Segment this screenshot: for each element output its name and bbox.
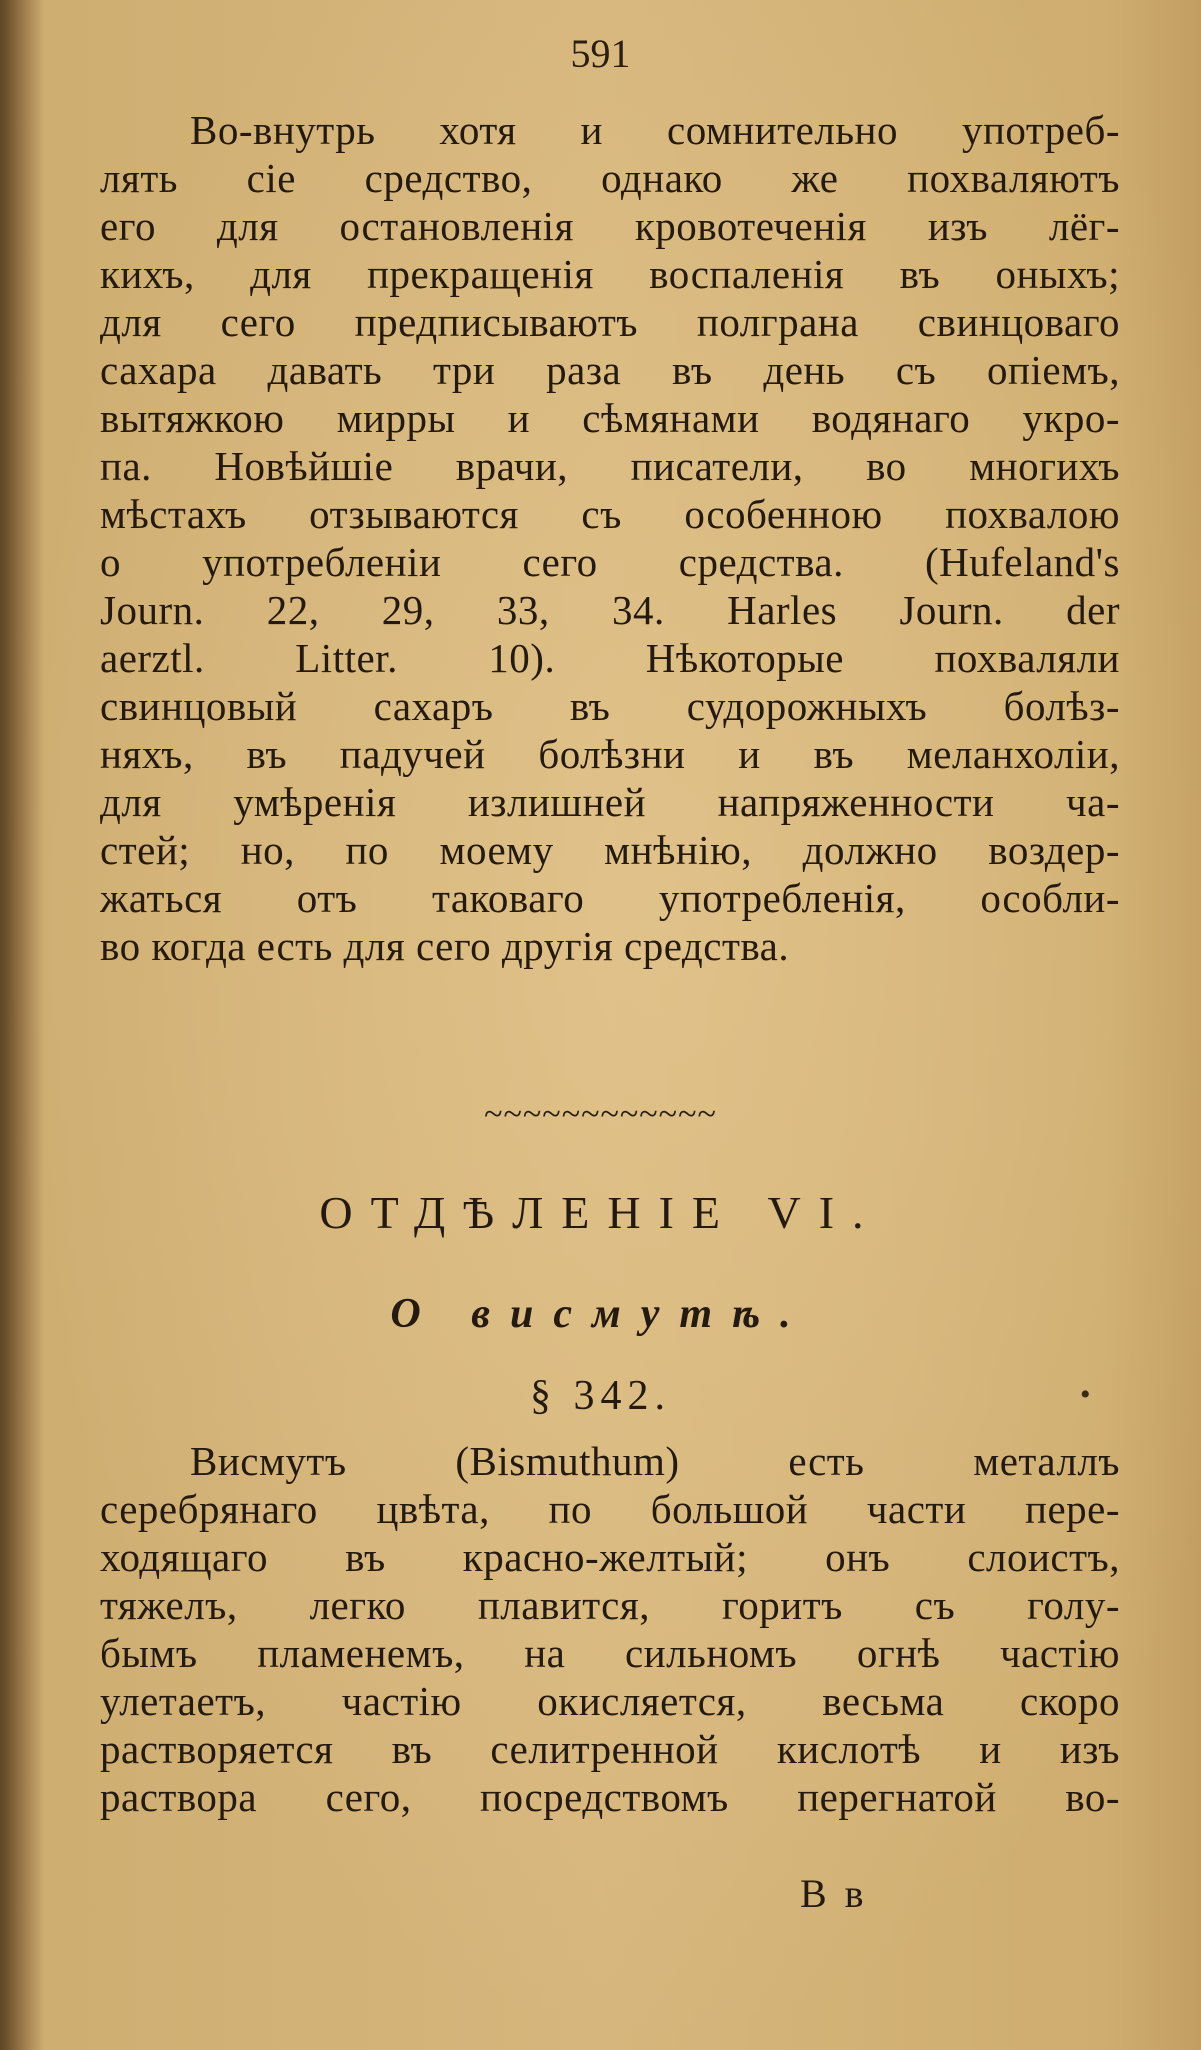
paragraph-2 xyxy=(100,1437,1120,1821)
text-line: жаться отъ таковаго употребленія, особли- xyxy=(100,875,1120,921)
text-line: сахара давать три раза въ день съ опіемъ, xyxy=(100,347,1120,393)
section-heading: ОТДѢЛЕНІЕ VI. xyxy=(319,1187,882,1238)
text-line: aerztl. Litter. 10). Нѣкоторые похваляли xyxy=(100,635,1120,681)
catchword-signature: В в xyxy=(800,1871,868,1916)
text-line: для сего предписываютъ полграна свинцоваго xyxy=(100,299,1120,345)
text-line: во когда есть для сего другія средства. xyxy=(100,923,790,969)
text-line: па. Новѣйшіе врачи, писатели, во многихъ xyxy=(100,443,1120,489)
text-line: Journ. 22, 29, 33, 34. Harles Journ. der xyxy=(100,587,1120,633)
text-line: кихъ, для прекращенія воспаленія въ оныхъ; xyxy=(100,251,1120,297)
paragraph-1 xyxy=(100,106,1120,970)
section-subtitle: О висмутѣ. xyxy=(390,1291,811,1337)
text-line: Висмутъ (Bismuthum) есть металлъ xyxy=(190,1438,1120,1484)
text-line: Во-внутрь хотя и сомнительно употреб- xyxy=(190,107,1120,153)
text-line: няхъ, въ падучей болѣзни и въ меланхоліи, xyxy=(100,731,1120,777)
text-line: бымъ пламенемъ, на сильномъ огнѣ частію xyxy=(100,1630,1120,1676)
text-line: свинцовый сахаръ въ судорожныхъ болѣз- xyxy=(100,683,1120,729)
ornament-divider: ~~~~~~~~~~~~ xyxy=(484,1096,717,1133)
text-line: его для остановленія кровотеченія изъ лёг- xyxy=(100,203,1120,249)
text-line: стей; но, по моему мнѣнію, должно воздер- xyxy=(100,827,1120,873)
text-line: лять сіе средство, однако же похваляютъ xyxy=(100,155,1120,201)
text-line: раствора сего, посредствомъ перегнатой во- xyxy=(100,1774,1120,1820)
text-line: для умѣренія излишней напряженности ча- xyxy=(100,779,1120,825)
binding-gutter-shadow xyxy=(0,0,44,2050)
text-line: тяжелъ, легко плавится, горитъ съ голу- xyxy=(100,1582,1120,1628)
text-line: серебрянаго цвѣта, по большой части пере- xyxy=(100,1486,1120,1532)
text-line: о употребленіи сего средства. (Hufeland's xyxy=(100,539,1120,585)
text-line: мѣстахъ отзываются съ особенною похвалою xyxy=(100,491,1120,537)
text-line: улетаетъ, частію окисляется, весьма скоро xyxy=(100,1678,1120,1724)
stray-mark: • xyxy=(1080,1378,1091,1411)
text-line: вытяжкою мирры и сѣмянами водянаго укро- xyxy=(100,395,1120,441)
text-line: ходящаго въ красно-желтый; онъ слоистъ, xyxy=(100,1534,1120,1580)
text-line: растворяется въ селитренной кислотѣ и изъ xyxy=(100,1726,1120,1772)
page-number: 591 xyxy=(570,31,631,76)
paragraph-number: § 342. xyxy=(530,1373,671,1419)
